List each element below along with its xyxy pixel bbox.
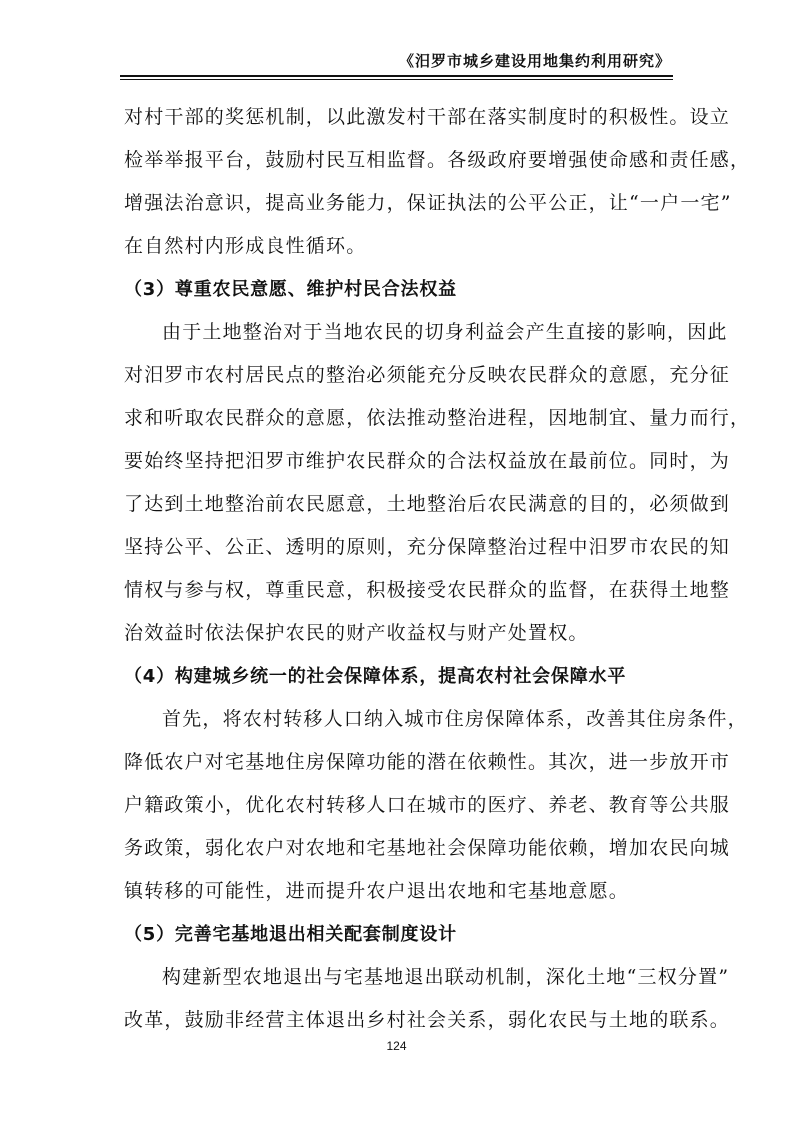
text-line: 坚持公平、公正、透明的原则，充分保障整治过程中汨罗市农民的知: [124, 536, 731, 558]
text-line: 改革，鼓励非经营主体退出乡村社会关系，弱化农民与土地的联系。: [124, 1009, 731, 1031]
text-line: 增强法治意识，提高业务能力，保证执法的公平公正，让“一户一宅”: [124, 192, 732, 214]
text-line: 户籍政策小，优化农村转移人口在城市的医疗、养老、教育等公共服: [124, 794, 731, 816]
text-line: 构建新型农地退出与宅基地退出联动机制，深化土地“三权分置”: [162, 966, 730, 988]
text-line: 降低农户对宅基地住房保障功能的潜在依赖性。其次，进一步放开市: [124, 751, 731, 773]
text-line: 了达到土地整治前农民愿意，土地整治后农民满意的目的，必须做到: [124, 493, 731, 515]
text-line: 首先，将农村转移人口纳入城市住房保障体系，改善其住房条件，: [162, 708, 748, 730]
text-line: 对村干部的奖惩机制，以此激发村干部在落实制度时的积极性。设立: [124, 106, 731, 128]
text-line: 对汨罗市农村居民点的整治必须能充分反映农民群众的意愿，充分征: [124, 364, 731, 386]
text-line: 情权与参与权，尊重民意，积极接受农民群众的监督，在获得土地整: [124, 579, 731, 601]
running-header-title: 《汨罗市城乡建设用地集约利用研究》: [398, 52, 671, 70]
section-heading-3: （3）尊重农民意愿、维护村民合法权益: [124, 279, 457, 300]
text-line: 求和听取农民群众的意愿，依法推动整治进程，因地制宜、量力而行，: [124, 407, 751, 429]
text-line: 由于土地整治对于当地农民的切身利益会产生直接的影响，因此: [162, 321, 728, 343]
text-line: 务政策，弱化农户对农地和宅基地社会保障功能依赖，增加农民向城: [124, 837, 731, 859]
header-rule-thick: [120, 75, 673, 77]
section-heading-4: （4）构建城乡统一的社会保障体系，提高农村社会保障水平: [124, 666, 627, 687]
header-rule-thin: [120, 79, 673, 80]
body-text: [124, 96, 751, 1042]
section-heading-5: （5）完善宅基地退出相关配套制度设计: [124, 924, 457, 945]
text-line: 要始终坚持把汨罗市维护农民群众的合法权益放在最前位。同时，为: [124, 450, 731, 472]
text-line: 在自然村内形成良性循环。: [124, 235, 367, 257]
page-number: 124: [386, 1039, 407, 1053]
text-line: 治效益时依法保护农民的财产收益权与财产处置权。: [124, 622, 589, 644]
text-line: 检举举报平台，鼓励村民互相监督。各级政府要增强使命感和责任感，: [124, 149, 751, 171]
text-line: 镇转移的可能性，进而提升农户退出农地和宅基地意愿。: [124, 880, 630, 902]
